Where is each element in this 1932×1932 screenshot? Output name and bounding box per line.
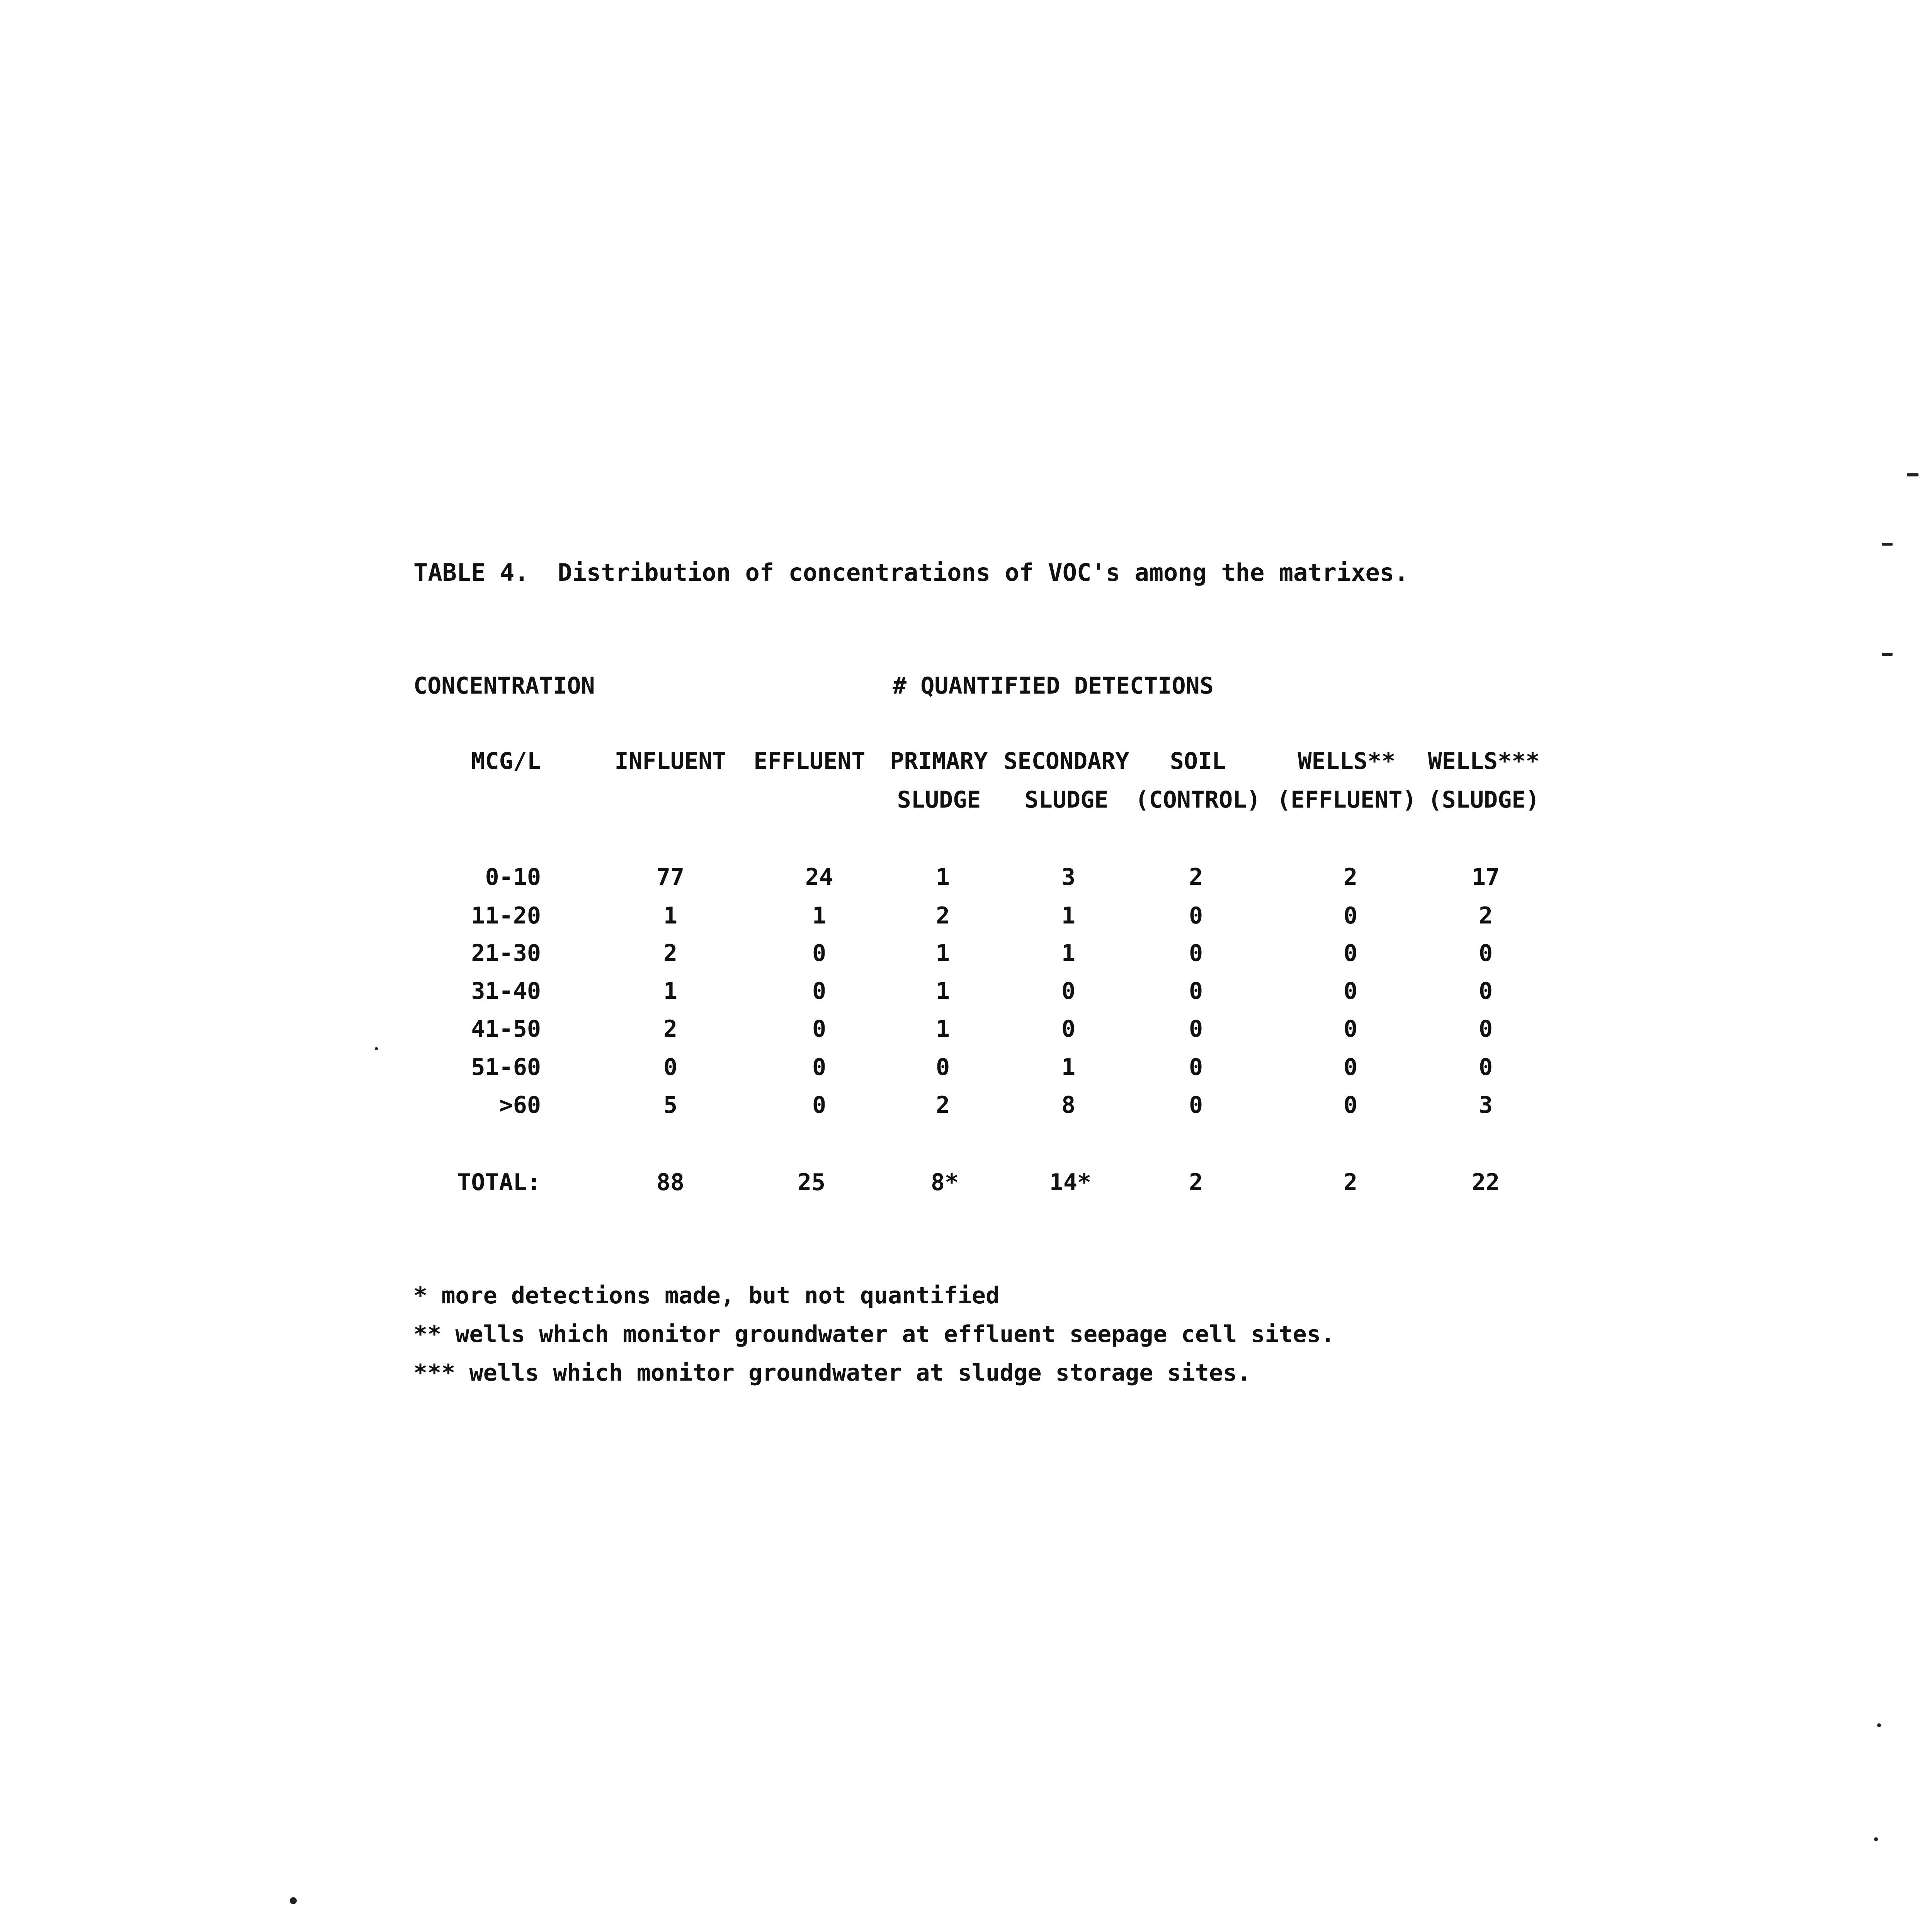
- footnote-3: *** wells which monitor groundwater at sludge storage sites.: [413, 1359, 1251, 1386]
- total-cell: 25: [797, 1169, 826, 1196]
- table-cell: 0: [812, 1054, 827, 1081]
- table-cell: 1: [663, 902, 678, 929]
- table-cell: 2: [663, 1015, 678, 1043]
- table-cell: 0: [1478, 1015, 1493, 1043]
- table-cell: 1: [1061, 1054, 1076, 1081]
- table-cell: 77: [656, 864, 685, 891]
- table-cell: 5: [663, 1092, 678, 1119]
- table-cell: 24: [805, 864, 833, 891]
- table-cell: 0: [812, 1092, 827, 1119]
- row-label: 41-50: [471, 1015, 541, 1043]
- table-cell: 1: [1061, 940, 1076, 967]
- total-cell: 2: [1343, 1169, 1358, 1196]
- table-cell: 0: [812, 1015, 827, 1043]
- table-cell: 2: [1189, 864, 1203, 891]
- table-cell: 1: [663, 978, 678, 1005]
- scan-speck: [1882, 653, 1893, 656]
- table-cell: 1: [935, 1015, 950, 1043]
- scan-speck: [1874, 1837, 1878, 1841]
- row-header-mcg-l: MCG/L: [471, 748, 541, 775]
- table-cell: 0: [812, 978, 827, 1005]
- concentration-label: CONCENTRATION: [413, 672, 595, 699]
- table-cell: 1: [935, 978, 950, 1005]
- row-label: 51-60: [471, 1054, 541, 1081]
- table-cell: 0: [1343, 940, 1358, 967]
- row-label: 11-20: [471, 902, 541, 929]
- scan-speck: [375, 1047, 378, 1050]
- scan-speck: [1882, 543, 1893, 546]
- row-label: >60: [499, 1092, 541, 1119]
- table-cell: 1: [1061, 902, 1076, 929]
- table-cell: 0: [1189, 940, 1203, 967]
- table-cell: 0: [1189, 902, 1203, 929]
- total-label: TOTAL:: [457, 1169, 541, 1196]
- table-cell: 3: [1061, 864, 1076, 891]
- table-cell: 0: [1343, 1092, 1358, 1119]
- scan-speck: [1877, 1723, 1881, 1727]
- total-cell: 8*: [930, 1169, 959, 1196]
- table-cell: 2: [663, 940, 678, 967]
- table-cell: 0: [1478, 1054, 1493, 1081]
- table-cell: 8: [1061, 1092, 1076, 1119]
- table-cell: 0: [1061, 978, 1076, 1005]
- table-cell: 0: [1343, 978, 1358, 1005]
- column-header-wells-sludge: WELLS*** (SLUDGE): [1428, 748, 1540, 813]
- row-label: 31-40: [471, 978, 541, 1005]
- table-cell: 0: [1478, 978, 1493, 1005]
- table-cell: 17: [1471, 864, 1500, 891]
- row-label: 21-30: [471, 940, 541, 967]
- column-header-wells-effluent: WELLS** (EFFLUENT): [1277, 748, 1417, 813]
- table-cell: 1: [935, 864, 950, 891]
- scan-speck: [290, 1897, 297, 1904]
- table-cell: 2: [935, 902, 950, 929]
- table-cell: 0: [1189, 978, 1203, 1005]
- table-cell: 2: [1343, 864, 1358, 891]
- table-cell: 2: [935, 1092, 950, 1119]
- table-cell: 3: [1478, 1092, 1493, 1119]
- footnote-2: ** wells which monitor groundwater at effluent seepage cell sites.: [413, 1321, 1335, 1348]
- table-cell: 0: [1343, 902, 1358, 929]
- table-cell: 0: [1343, 1054, 1358, 1081]
- table-cell: 0: [1189, 1054, 1203, 1081]
- footnote-1: * more detections made, but not quantified: [413, 1282, 1000, 1309]
- column-header-soil-control: SOIL (CONTROL): [1135, 748, 1261, 813]
- total-cell: 2: [1189, 1169, 1203, 1196]
- table-cell: 0: [935, 1054, 950, 1081]
- row-label: 0-10: [485, 864, 541, 891]
- table-cell: 0: [1189, 1092, 1203, 1119]
- table-cell: 1: [812, 902, 827, 929]
- column-header-effluent: EFFLUENT: [753, 748, 866, 775]
- table-cell: 1: [935, 940, 950, 967]
- total-cell: 88: [656, 1169, 685, 1196]
- table-cell: 0: [1189, 1015, 1203, 1043]
- table-cell: 0: [663, 1054, 678, 1081]
- table-cell: 0: [1343, 1015, 1358, 1043]
- total-cell: 22: [1471, 1169, 1500, 1196]
- table-cell: 2: [1478, 902, 1493, 929]
- column-header-secondary-sludge: SECONDARY SLUDGE: [1003, 748, 1129, 813]
- quantified-detections-label: # QUANTIFIED DETECTIONS: [893, 672, 1214, 699]
- table-cell: 0: [1061, 1015, 1076, 1043]
- total-cell: 14*: [1049, 1169, 1092, 1196]
- table-cell: 0: [812, 940, 827, 967]
- scan-speck: [1907, 473, 1918, 476]
- column-header-primary-sludge: PRIMARY SLUDGE: [890, 748, 988, 813]
- table-title: TABLE 4. Distribution of concentrations of VOC's among the matrixes.: [413, 558, 1409, 587]
- table-cell: 0: [1478, 940, 1493, 967]
- column-header-influent: INFLUENT: [614, 748, 726, 775]
